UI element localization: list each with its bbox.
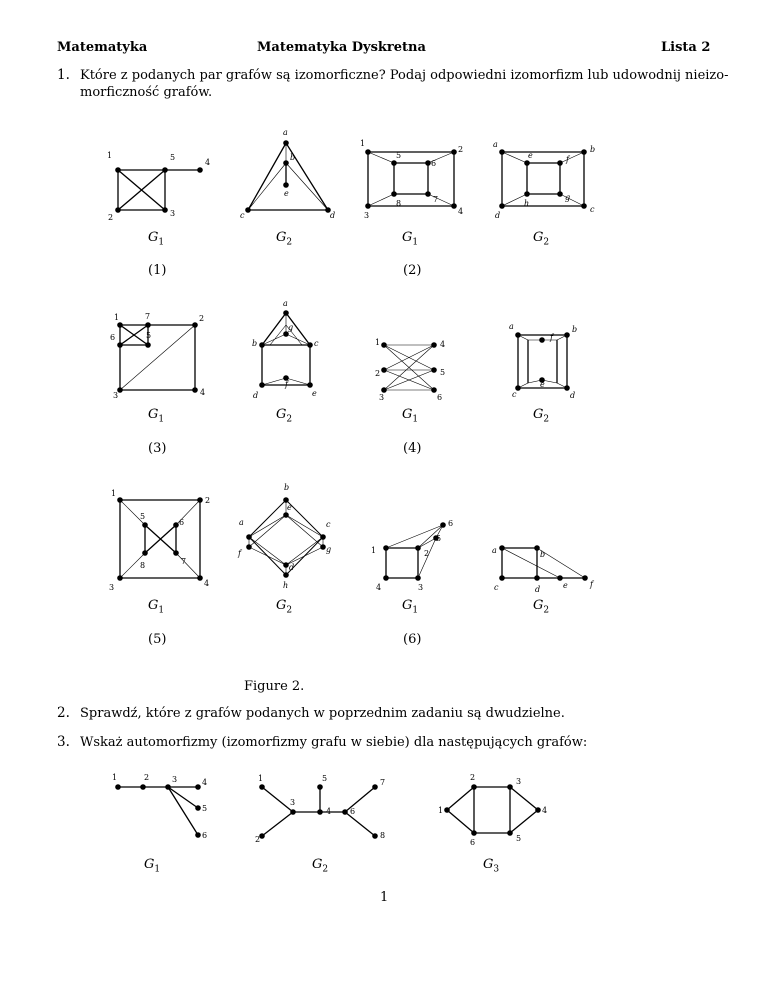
svg-text:7: 7	[380, 778, 386, 787]
svg-text:6: 6	[448, 519, 454, 528]
svg-text:c: c	[240, 211, 245, 220]
svg-text:4: 4	[204, 579, 210, 588]
pair-4: (4)	[403, 441, 422, 456]
page-number: 1	[380, 890, 389, 905]
header-center: Matematyka Dyskretna	[257, 40, 426, 55]
pair-3: (3)	[148, 441, 167, 456]
pair1-g1	[118, 170, 200, 210]
label-p6-g1: $G_1$	[402, 598, 419, 616]
pair1-g2	[248, 143, 328, 210]
svg-text:5: 5	[170, 153, 176, 162]
svg-text:e: e	[540, 380, 545, 389]
pair-5: (5)	[148, 632, 167, 647]
svg-text:2: 2	[199, 314, 205, 323]
svg-text:b: b	[284, 483, 290, 492]
label-p1-g1: $G_1$	[148, 230, 165, 248]
svg-text:b: b	[290, 153, 296, 162]
svg-text:3: 3	[170, 209, 176, 218]
svg-text:2: 2	[205, 496, 211, 505]
svg-text:a: a	[239, 518, 244, 527]
svg-text:d: d	[289, 563, 295, 572]
svg-text:6: 6	[470, 838, 476, 847]
svg-text:2: 2	[255, 835, 261, 844]
svg-text:d: d	[570, 391, 576, 400]
svg-text:5: 5	[146, 331, 152, 340]
label-q3-g1: $G_1$	[144, 857, 161, 875]
svg-text:c: c	[326, 520, 331, 529]
svg-text:g: g	[326, 545, 332, 554]
svg-text:d: d	[330, 211, 336, 220]
label-p4-g1: $G_1$	[402, 407, 419, 425]
svg-text:7: 7	[181, 557, 187, 566]
svg-text:c: c	[512, 390, 517, 399]
svg-text:3: 3	[172, 775, 178, 784]
header-left: Matematyka	[57, 40, 148, 55]
svg-text:2: 2	[108, 213, 114, 222]
label-p4-g2: $G_2$	[533, 407, 550, 425]
label-p2-g2: $G_2$	[533, 230, 550, 248]
svg-text:5: 5	[516, 834, 522, 843]
svg-text:b: b	[540, 550, 546, 559]
svg-text:7: 7	[145, 312, 151, 321]
svg-text:c: c	[314, 339, 319, 348]
svg-text:5: 5	[436, 534, 442, 543]
svg-text:h: h	[524, 199, 530, 208]
svg-text:b: b	[572, 325, 578, 334]
svg-text:2: 2	[375, 369, 381, 378]
svg-text:f: f	[566, 155, 569, 164]
pair-6: (6)	[403, 632, 422, 647]
svg-text:8: 8	[140, 561, 146, 570]
label-q3-g3: $G_3$	[483, 857, 500, 875]
svg-text:4: 4	[326, 807, 332, 816]
svg-text:5: 5	[140, 512, 146, 521]
svg-text:1: 1	[114, 313, 120, 322]
svg-text:d: d	[253, 391, 259, 400]
svg-text:3: 3	[364, 211, 370, 220]
svg-text:3: 3	[113, 391, 119, 400]
svg-text:4: 4	[458, 207, 464, 216]
svg-text:g: g	[565, 193, 571, 202]
svg-text:f: f	[285, 380, 288, 389]
q2-number: 2.	[57, 705, 70, 721]
svg-text:f: f	[590, 580, 593, 589]
svg-text:2: 2	[424, 549, 430, 558]
label-p5-g2: $G_2$	[276, 598, 293, 616]
label-p5-g1: $G_1$	[148, 598, 165, 616]
svg-text:8: 8	[380, 831, 386, 840]
svg-text:4: 4	[440, 340, 446, 349]
pair2-g1	[368, 152, 454, 206]
svg-text:c: c	[494, 583, 499, 592]
svg-text:6: 6	[431, 159, 437, 168]
svg-text:5: 5	[322, 774, 328, 783]
pair3-g2	[262, 313, 310, 385]
svg-text:f: f	[550, 333, 553, 342]
svg-text:c: c	[590, 205, 595, 214]
svg-text:3: 3	[109, 583, 115, 592]
svg-text:a: a	[492, 546, 497, 555]
svg-text:4: 4	[200, 388, 206, 397]
svg-text:3: 3	[418, 583, 424, 592]
svg-text:1: 1	[360, 139, 366, 148]
q1-line2: morficzność grafów.	[80, 85, 213, 100]
label-p1-g2: $G_2$	[276, 230, 293, 248]
svg-text:e: e	[287, 503, 292, 512]
label-p6-g2: $G_2$	[533, 598, 550, 616]
pair5-g1	[120, 500, 200, 578]
svg-text:g: g	[288, 323, 294, 332]
label-p3-g2: $G_2$	[276, 407, 293, 425]
svg-text:1: 1	[438, 806, 444, 815]
svg-text:f: f	[238, 549, 241, 558]
pair4-g1	[384, 345, 434, 390]
pair6-g1	[386, 525, 443, 578]
q3-g1	[118, 787, 198, 835]
q1-number: 1.	[57, 67, 70, 83]
svg-text:3: 3	[290, 798, 296, 807]
svg-text:1: 1	[375, 338, 381, 347]
svg-text:e: e	[284, 189, 289, 198]
svg-text:d: d	[495, 211, 501, 220]
svg-text:4: 4	[376, 583, 382, 592]
pair-2: (2)	[403, 263, 422, 278]
svg-text:5: 5	[440, 368, 446, 377]
svg-text:4: 4	[205, 158, 211, 167]
svg-text:a: a	[283, 299, 288, 308]
svg-text:a: a	[509, 322, 514, 331]
label-q3-g2: $G_2$	[312, 857, 329, 875]
svg-text:1: 1	[111, 489, 117, 498]
pair2-g2	[502, 152, 584, 206]
label-p3-g1: $G_1$	[148, 407, 165, 425]
svg-text:6: 6	[202, 831, 208, 840]
svg-text:1: 1	[107, 151, 113, 160]
svg-text:7: 7	[433, 195, 439, 204]
svg-text:5: 5	[396, 151, 402, 160]
svg-text:1: 1	[112, 773, 118, 782]
q3-g3	[447, 787, 538, 833]
svg-text:h: h	[283, 581, 289, 590]
svg-text:a: a	[493, 140, 498, 149]
q1-line1: Które z podanych par grafów są izomorficzne? Podaj odpowiedni izomorfizm lub udowodnij nieizo-	[80, 68, 729, 83]
header-right: Lista 2	[661, 40, 711, 55]
q3-text: Wskaż automorfizmy (izomorfizmy grafu w siebie) dla następujących grafów:	[80, 735, 588, 750]
svg-text:2: 2	[458, 145, 464, 154]
svg-text:d: d	[535, 585, 541, 594]
svg-text:6: 6	[179, 518, 185, 527]
label-p2-g1: $G_1$	[402, 230, 419, 248]
svg-text:6: 6	[350, 807, 356, 816]
q3-number: 3.	[57, 734, 70, 750]
svg-text:2: 2	[144, 773, 150, 782]
svg-text:4: 4	[202, 778, 208, 787]
pair3-g1	[120, 325, 195, 390]
q2-text: Sprawdź, które z grafów podanych w poprzednim zadaniu są dwudzielne.	[80, 706, 565, 721]
figure-caption: Figure 2.	[244, 679, 305, 694]
svg-text:e: e	[563, 581, 568, 590]
svg-text:e: e	[312, 389, 317, 398]
svg-text:6: 6	[437, 393, 443, 402]
svg-text:4: 4	[542, 806, 548, 815]
pair-1: (1)	[148, 263, 167, 278]
svg-text:5: 5	[202, 804, 208, 813]
svg-text:1: 1	[371, 546, 377, 555]
svg-text:e: e	[528, 151, 533, 160]
svg-text:2: 2	[470, 773, 476, 782]
svg-text:a: a	[283, 128, 288, 137]
svg-text:3: 3	[516, 777, 522, 786]
svg-text:b: b	[252, 339, 258, 348]
svg-text:6: 6	[110, 333, 116, 342]
svg-text:1: 1	[258, 774, 264, 783]
svg-text:8: 8	[396, 199, 402, 208]
svg-text:3: 3	[379, 393, 385, 402]
svg-text:b: b	[590, 145, 596, 154]
